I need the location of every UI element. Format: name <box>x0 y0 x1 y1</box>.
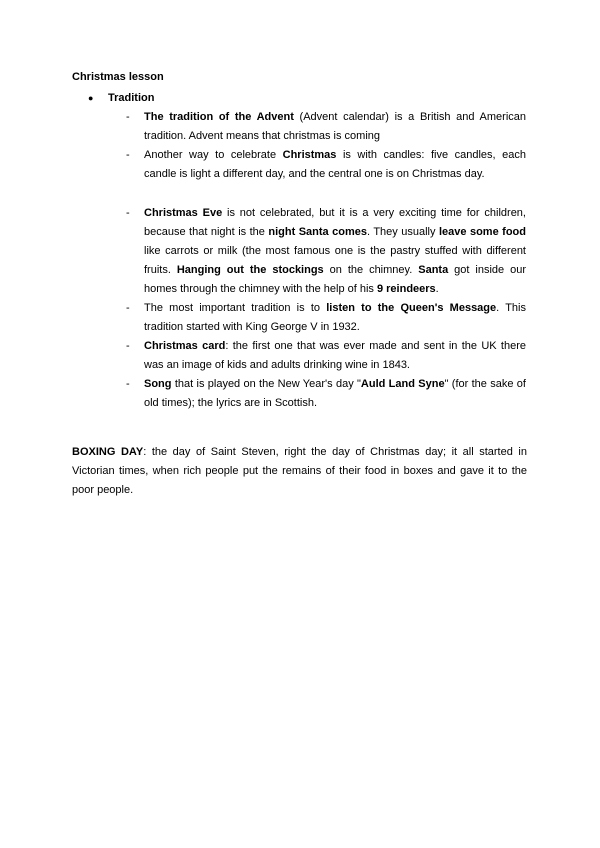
text-run: like carrots or milk (the most famous one is the pastry stuffed with different fruits. <box>144 245 526 276</box>
dash-marker: - <box>126 111 130 123</box>
bold-text: leave some food <box>438 226 526 238</box>
text-run: (Advent calendar) is a British and American tradition. Advent means that christmas is coming <box>144 111 526 142</box>
bold-text: The tradition of the Advent <box>144 111 294 123</box>
text-run: . <box>435 283 439 295</box>
text-run: on the chimney. <box>323 264 419 276</box>
text-run: : the first one that was ever made and sent in the UK there was an image of kids and adults drinking wine in 1843. <box>144 340 527 371</box>
section-label: Tradition <box>108 92 155 104</box>
bold-text: Hanging out the stockings <box>176 264 324 276</box>
tradition-list-2 <box>126 204 526 413</box>
dash-marker: - <box>126 378 130 390</box>
list-item-text <box>144 207 526 295</box>
list-item <box>126 146 526 184</box>
text-run: The most important tradition is to <box>144 302 327 314</box>
list-item-text <box>144 340 526 371</box>
list-item-text <box>144 111 526 142</box>
list-item <box>126 375 526 413</box>
paragraph-text <box>72 446 527 496</box>
list-item-text <box>144 149 526 180</box>
bold-text: Christmas Eve <box>144 207 223 219</box>
bold-text: night Santa comes <box>268 226 367 238</box>
bold-text: Song <box>144 378 172 390</box>
bold-text: listen to the Queen's Message <box>326 302 497 314</box>
document-title: Christmas lesson <box>72 71 164 83</box>
bold-text: Auld Land Syne <box>360 378 445 390</box>
list-item-text <box>144 302 526 333</box>
text-run: got inside our homes through the chimney with the help of his <box>144 264 526 295</box>
text-run: . They usually <box>367 226 439 238</box>
dash-marker: - <box>126 302 130 314</box>
text-run: is not celebrated, but it is a very exciting time for children, because that night is the <box>144 207 526 238</box>
text-run: Another way to celebrate <box>144 149 283 161</box>
dash-marker: - <box>126 149 130 161</box>
list-item <box>126 337 526 375</box>
dash-marker: - <box>126 340 130 352</box>
bold-text: Santa <box>418 264 449 276</box>
text-run: : the day of Saint Steven, right the day of Christmas day; it all started in Victorian times, when rich people put the remains of their food in boxes and gave it to the poor people. <box>72 446 527 496</box>
text-run: that is played on the New Year's day " <box>171 378 361 390</box>
dash-marker: - <box>126 207 130 219</box>
bold-text: Christmas <box>282 149 337 161</box>
list-item-text <box>144 378 526 409</box>
text-run: " (for the sake of old times); the lyrics are in Scottish. <box>144 378 526 409</box>
list-item <box>126 299 526 337</box>
text-run: . This tradition started with King George V in 1932. <box>144 302 526 333</box>
boxing-day-paragraph <box>72 443 527 500</box>
text-run: is with candles: five candles, each candle is light a different day, and the central one is on Christmas day. <box>144 149 526 180</box>
bold-text: BOXING DAY <box>72 446 144 458</box>
list-item <box>126 108 526 146</box>
bullet-icon: ● <box>88 93 94 103</box>
bold-text: Christmas card <box>144 340 226 352</box>
tradition-list-1 <box>126 108 526 184</box>
list-item <box>126 204 526 299</box>
bold-text: 9 reindeers <box>376 283 436 295</box>
